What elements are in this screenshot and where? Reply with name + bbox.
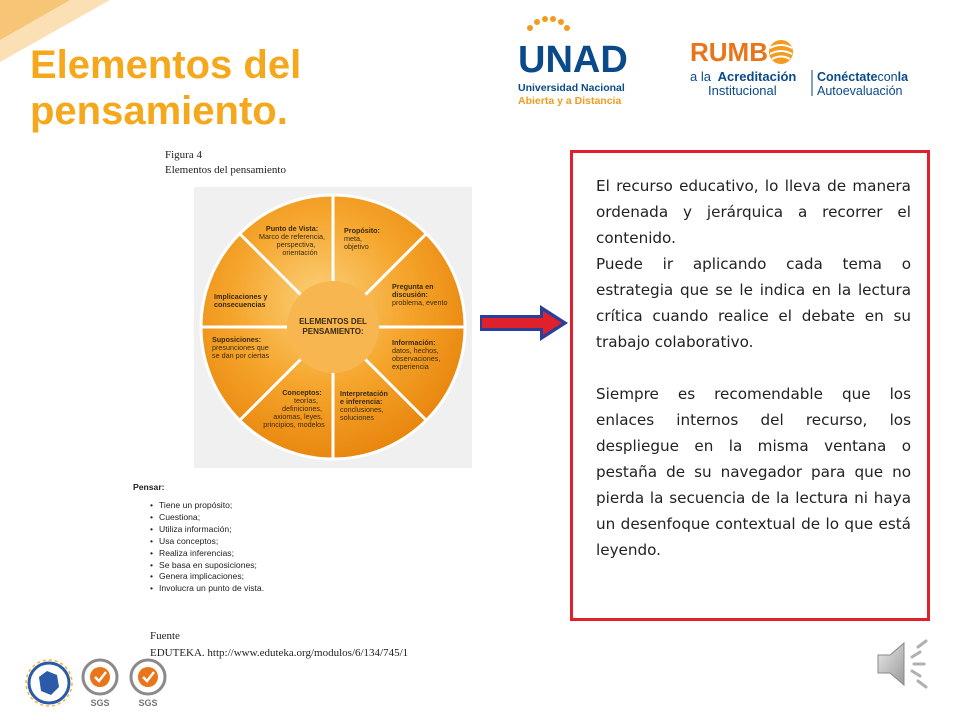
segment-informacion-line: observaciones, bbox=[392, 354, 441, 363]
sgs-certification-icon bbox=[76, 655, 126, 710]
list-item: • Involucra un punto de vista. bbox=[159, 583, 264, 595]
segment-interpretacion-line: conclusiones, bbox=[340, 405, 384, 414]
textbox-paragraph-3: Siempre es recomendable que los enlaces internos del recurso, los despliegue en la misma ventana o pestaña de su navegador para que no pierda la secuencia de la lectura ni haya un desenfoque contextual de lo que está leyendo. bbox=[596, 385, 911, 559]
list-item: • Genera implicaciones; bbox=[159, 571, 264, 583]
figure-label: Figura 4 bbox=[165, 149, 202, 161]
textbox-paragraph-1: El recurso educativo, lo lleva de manera ordenada y jerárquica a recorrer el contenido. bbox=[596, 177, 911, 247]
svg-text:Conéctateconla bbox=[817, 70, 909, 84]
segment-interpretacion-head: Interpretación bbox=[340, 389, 388, 398]
colombia-certification-icon bbox=[25, 655, 75, 710]
segment-pregunta-head: Pregunta en bbox=[392, 282, 434, 291]
segment-informacion-head: Información: bbox=[392, 338, 436, 347]
list-item: • Cuestiona; bbox=[159, 512, 264, 524]
segment-proposito-head: Propósito: bbox=[344, 226, 380, 235]
segment-informacion-line: experiencia bbox=[392, 362, 429, 371]
segment-informacion-line: datos, hechos, bbox=[392, 346, 439, 355]
source-citation bbox=[150, 628, 408, 662]
list-item: • Tiene un propósito; bbox=[159, 500, 264, 512]
rumbo-word: RUMB bbox=[690, 37, 768, 67]
list-item: • Usa conceptos; bbox=[159, 536, 264, 548]
list-item: • Utiliza información; bbox=[159, 524, 264, 536]
segment-suposiciones-line: se dan por ciertas bbox=[212, 351, 270, 360]
segment-punto-de-vista-line: Marco de referencia, bbox=[259, 232, 325, 241]
segment-conceptos-line: principios, modelos bbox=[263, 420, 325, 429]
pensar-list-block bbox=[133, 482, 264, 595]
figure-caption bbox=[165, 148, 286, 178]
segment-conceptos-line: teorías, bbox=[294, 396, 318, 405]
unad-logo bbox=[515, 14, 640, 109]
segment-proposito-line: meta, bbox=[344, 234, 362, 243]
rumbo-la: la bbox=[897, 70, 909, 84]
elements-wheel-figure bbox=[194, 187, 472, 468]
unad-line2: Abierta y a Distancia bbox=[518, 95, 622, 107]
rumbo-institucional: Institucional bbox=[708, 83, 777, 98]
unad-line1: Universidad Nacional bbox=[518, 82, 625, 94]
sgs-label-2: SGS bbox=[138, 698, 158, 708]
pensar-list bbox=[133, 500, 264, 595]
segment-conceptos-line: axiomas, leyes, bbox=[273, 412, 323, 421]
segment-implicaciones-head: Implicaciones y bbox=[214, 292, 268, 301]
unad-dots-icon bbox=[527, 16, 570, 31]
list-item: • Se basa en suposiciones; bbox=[159, 560, 264, 572]
source-label: Fuente bbox=[150, 630, 180, 642]
unad-wordmark: UNAD bbox=[518, 39, 628, 81]
wheel-center-line2: PENSAMIENTO: bbox=[302, 327, 364, 336]
title-line-2: pensamiento. bbox=[30, 89, 288, 133]
segment-punto-de-vista-line: perspectiva, bbox=[276, 240, 316, 249]
segment-punto-de-vista-line: orientación bbox=[282, 248, 318, 257]
wheel-center-line1: ELEMENTOS DEL bbox=[299, 317, 367, 326]
segment-proposito-line: objetivo bbox=[344, 242, 369, 251]
elements-wheel bbox=[194, 187, 472, 468]
rumbo-globe-icon bbox=[769, 40, 793, 64]
list-item: • Realiza inferencias; bbox=[159, 548, 264, 560]
explanation-textbox bbox=[570, 150, 930, 621]
segment-conceptos-head: Conceptos: bbox=[282, 388, 322, 397]
segment-conceptos-line: definiciones, bbox=[282, 404, 322, 413]
title-line-1: Elementos del bbox=[30, 43, 302, 87]
pensar-heading: Pensar: bbox=[133, 482, 165, 492]
textbox-paragraph-2: Puede ir aplicando cada tema o estrategia que se le indica en la lectura crítica cuando realice el debate en su trabajo colaborativo. bbox=[596, 255, 911, 351]
figure-caption-text: Elementos del pensamiento bbox=[165, 164, 286, 176]
sgs-certification-icon bbox=[124, 655, 174, 710]
segment-suposiciones-line: presunciones que bbox=[212, 343, 269, 352]
rumbo-conectate: Conéctate bbox=[817, 70, 878, 84]
segment-pregunta-head2: discusión: bbox=[392, 290, 428, 299]
rumbo-con: con bbox=[877, 70, 898, 84]
segment-suposiciones-head: Suposiciones: bbox=[212, 335, 262, 344]
rumbo-autoevaluacion: Autoevaluación bbox=[817, 84, 903, 98]
rumbo-prefix: a la bbox=[690, 69, 711, 84]
svg-text:a la Acreditación bbox=[690, 69, 796, 84]
segment-implicaciones-head2: consecuencias bbox=[214, 300, 266, 309]
slide-title bbox=[30, 42, 360, 134]
right-arrow-icon bbox=[478, 303, 570, 343]
sgs-label-1: SGS bbox=[90, 698, 110, 708]
segment-interpretacion-head2: e inferencia: bbox=[340, 397, 383, 406]
segment-pregunta-line: problema, evento bbox=[392, 298, 448, 307]
rumbo-logo bbox=[688, 34, 928, 104]
segment-interpretacion-line: soluciones bbox=[340, 413, 374, 422]
segment-punto-de-vista-head: Punto de Vista: bbox=[265, 224, 319, 233]
rumbo-acreditacion: Acreditación bbox=[717, 69, 797, 84]
source-reference-link[interactable]: EDUTEKA. http://www.eduteka.org/modulos/6/134/745/1 bbox=[150, 647, 409, 659]
audio-speaker-icon[interactable] bbox=[874, 635, 938, 693]
